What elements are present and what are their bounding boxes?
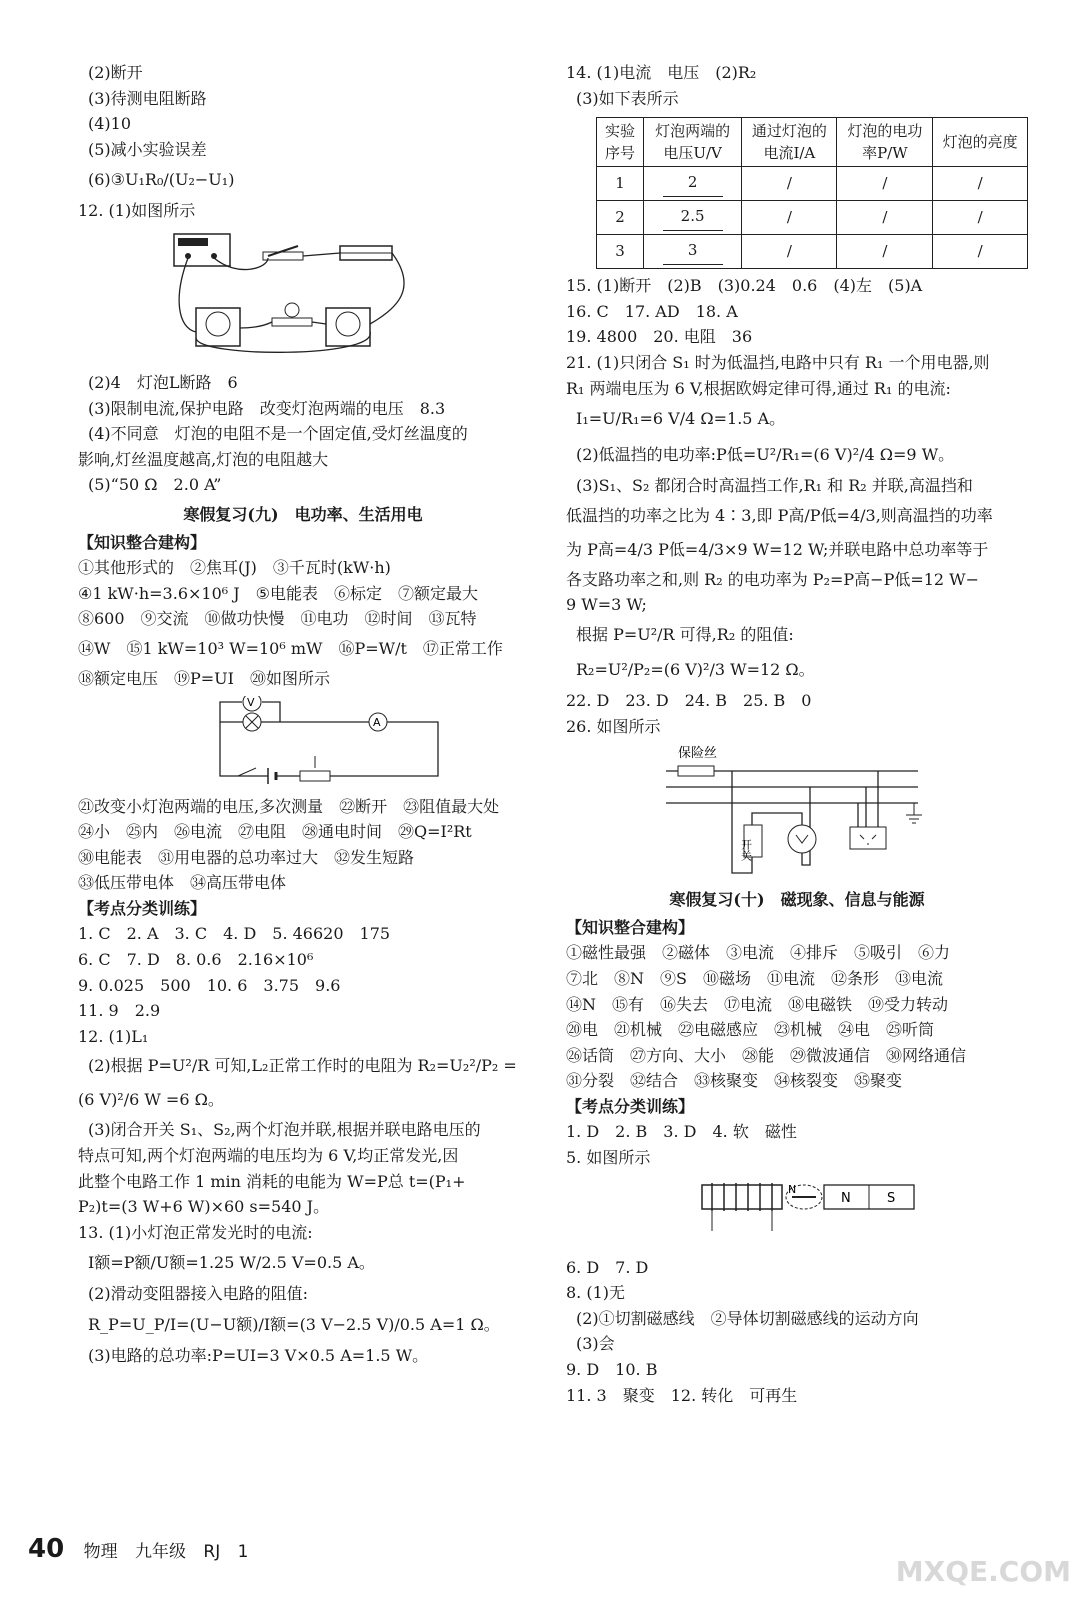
answer-line: (2)根据 P=U²/R 可知,L₂正常工作时的电阻为 R₂=U₂²/P₂ = — [88, 1056, 517, 1076]
circuit-figure — [78, 696, 528, 790]
answer-line: ①磁性最强 ②磁体 ③电流 ④排斥 ⑤吸引 ⑥力 — [566, 943, 951, 963]
circuit-diagram-20 — [78, 696, 528, 790]
magnet-s-label: S — [887, 1190, 896, 1206]
answer-line: (3)电路的总功率:P=UI=3 V×0.5 A=1.5 W。 — [88, 1346, 429, 1365]
underlined-value: 2.5 — [663, 204, 723, 231]
watermark: MXQE.COM — [895, 1555, 1071, 1588]
answer-line: ⑳电 ㉑机械 ㉒电磁感应 ㉓机械 ㉔电 ㉕听筒 — [566, 1020, 935, 1040]
table-cell: / — [837, 235, 933, 269]
answer-line: 各支路功率之和,则 R₂ 的电功率为 P₂=P高−P低=12 W− — [566, 569, 980, 589]
table-row — [597, 201, 1028, 235]
data-table — [596, 117, 1028, 269]
answer-line: 1. C 2. A 3. C 4. D 5. 46620 175 — [78, 924, 391, 944]
answer-line: (3)如下表所示 — [576, 88, 679, 108]
section-title: 寒假复习(九) 电功率、生活用电 — [183, 504, 423, 524]
underlined-value: 3 — [663, 238, 723, 265]
answer-line: (2)4 灯泡L断路 6 — [88, 372, 238, 392]
subsection-title: 【知识整合建构】 — [78, 532, 207, 552]
answer-line: I₁=U/R₁=6 V/4 Ω=1.5 A。 — [576, 409, 786, 429]
right-column — [566, 60, 1028, 1408]
page-number: 40 — [28, 1534, 65, 1564]
table-cell: 3 — [597, 235, 644, 269]
svg-text:V: V — [247, 695, 255, 709]
answer-line: P₂)t=(3 W+6 W)×60 s=540 J。 — [78, 1197, 330, 1217]
answer-line: 22. D 23. D 24. B 25. B 0 — [566, 690, 812, 710]
table-header: 实验 序号 — [597, 118, 644, 167]
answer-line: ⑧600 ⑨交流 ⑩做功快慢 ⑪电功 ⑫时间 ⑬瓦特 — [78, 609, 477, 629]
table-header: 灯泡的亮度 — [933, 118, 1028, 167]
answer-line: ㉖话筒 ㉗方向、大小 ㉘能 ㉙微波通信 ㉚网络通信 — [566, 1045, 967, 1065]
table-cell — [643, 235, 741, 269]
answer-line: 6. C 7. D 8. 0.6 2.16×10⁶ — [78, 950, 314, 970]
answer-line: ㉔小 ㉕内 ㉖电流 ㉗电阻 ㉘通电时间 ㉙Q=I²Rt — [78, 822, 472, 842]
answer-line: ④1 kW·h=3.6×10⁶ J ⑤电能表 ⑥标定 ⑦额定最大 — [78, 583, 479, 603]
answer-line: ㉛分裂 ㉜结合 ㉝核聚变 ㉞核裂变 ㉟聚变 — [566, 1071, 903, 1091]
switch-label: 开关 — [739, 839, 753, 862]
footer-edition: RJ — [203, 1542, 221, 1562]
answer-line: 低温挡的功率之比为 4∶3,即 P高/P低=4/3,则高温挡的功率 — [566, 505, 993, 525]
answer-line: (4)10 — [88, 114, 132, 134]
subsection-title: 【考点分类训练】 — [566, 1096, 695, 1116]
answer-line: 6. D 7. D — [566, 1257, 649, 1277]
answer-line: I额=P额/U额=1.25 W/2.5 V=0.5 A。 — [88, 1253, 375, 1273]
table-header: 灯泡的电功 率P/W — [837, 118, 933, 167]
table-row — [597, 167, 1028, 201]
answer-line: 9 W=3 W; — [566, 595, 647, 615]
table-cell: / — [837, 201, 933, 235]
underlined-value: 2 — [663, 170, 723, 197]
answer-line: 此整个电路工作 1 min 消耗的电能为 W=P总 t=(P₁+ — [78, 1171, 466, 1191]
subsection-title: 【知识整合建构】 — [566, 917, 695, 937]
answer-line: (4)不同意 灯泡的电阻不是一个固定值,受灯丝温度的 — [88, 424, 468, 444]
answer-line: 19. 4800 20. 电阻 36 — [566, 327, 753, 347]
table-cell: / — [742, 167, 837, 201]
answer-line: 11. 3 聚变 12. 转化 可再生 — [566, 1385, 798, 1405]
table-cell — [643, 201, 741, 235]
table-cell: / — [933, 167, 1028, 201]
table-header-row — [597, 118, 1028, 167]
answer-line: 14. (1)电流 电压 (2)R₂ — [566, 63, 757, 82]
answer-line: (2)滑动变阻器接入电路的阻值: — [88, 1284, 309, 1304]
answer-line: ⑭W ⑮1 kW=10³ W=10⁶ mW ⑯P=W/t ⑰正常工作 — [78, 638, 503, 658]
page-footer — [28, 1534, 260, 1564]
table-cell: / — [837, 167, 933, 201]
answer-line: (2)断开 — [88, 63, 143, 82]
table-header: 灯泡两端的 电压U/V — [643, 118, 741, 167]
answer-line: 为 P高=4/3 P低=4/3×9 W=12 W;并联电路中总功率等于 — [566, 539, 989, 559]
answer-line: 13. (1)小灯泡正常发光时的电流: — [78, 1222, 313, 1242]
electromagnet-diagram — [566, 1175, 1028, 1251]
answer-line: (5)“50 Ω 2.0 A” — [88, 475, 222, 495]
table-row — [597, 235, 1028, 269]
table-header: 通过灯泡的 电流I/A — [742, 118, 837, 167]
answer-line: ⑱额定电压 ⑲P=UI ⑳如图所示 — [78, 668, 330, 688]
answer-line: 9. D 10. B — [566, 1360, 658, 1380]
answer-line: (3)会 — [576, 1334, 615, 1354]
answer-line: 根据 P=U²/R 可得,R₂ 的阻值: — [576, 624, 794, 644]
answer-line: 特点可知,两个灯泡两端的电压均为 6 V,均正常发光,因 — [78, 1146, 459, 1166]
subsection-title: 【考点分类训练】 — [78, 898, 207, 918]
circuit-diagram-12 — [78, 228, 528, 366]
answer-line: (2)低温挡的电功率:P低=U²/R₁=(6 V)²/4 Ω=9 W。 — [576, 445, 955, 465]
answer-line: (6)③U₁R₀/(U₂−U₁) — [88, 170, 235, 190]
answer-line: 影响,灯丝温度越高,灯泡的电阻越大 — [78, 449, 329, 469]
section-title: 寒假复习(十) 磁现象、信息与能源 — [669, 890, 925, 910]
answer-line: (3)待测电阻断路 — [88, 88, 207, 108]
answer-line: 5. 如图所示 — [566, 1148, 651, 1168]
answer-line: ㉑改变小灯泡两端的电压,多次测量 ㉒断开 ㉓阻值最大处 — [78, 796, 500, 816]
table-cell: 2 — [597, 201, 644, 235]
svg-text:A: A — [373, 715, 381, 729]
needle-n-label: N — [788, 1182, 797, 1196]
answer-line: ①其他形式的 ②焦耳(J) ③千瓦时(kW·h) — [78, 558, 391, 578]
electromagnet-figure — [566, 1175, 1028, 1251]
answer-line: ㉚电能表 ㉛用电器的总功率过大 ㉜发生短路 — [78, 847, 415, 867]
table-cell: / — [742, 201, 837, 235]
table-cell: / — [933, 201, 1028, 235]
answer-line: 1. D 2. B 3. D 4. 软 磁性 — [566, 1122, 797, 1142]
magnet-n-label: N — [841, 1190, 851, 1206]
footer-volume: 1 — [237, 1542, 249, 1562]
answer-line: 21. (1)只闭合 S₁ 时为低温挡,电路中只有 R₁ 一个用电器,则 — [566, 352, 990, 372]
answer-line: 26. 如图所示 — [566, 716, 661, 736]
answer-line: 15. (1)断开 (2)B (3)0.24 0.6 (4)左 (5)A — [566, 276, 923, 296]
answer-line: ⑭N ⑮有 ⑯失去 ⑰电流 ⑱电磁铁 ⑲受力转动 — [566, 994, 949, 1014]
footer-grade: 九年级 — [135, 1542, 186, 1562]
answer-line: ⑦北 ⑧N ⑨S ⑩磁场 ⑪电流 ⑫条形 ⑬电流 — [566, 968, 943, 988]
table-cell: / — [742, 235, 837, 269]
answer-line: 11. 9 2.9 — [78, 1001, 161, 1021]
table-cell: / — [933, 235, 1028, 269]
answer-line: 16. C 17. AD 18. A — [566, 301, 738, 321]
answer-line: (3)S₁、S₂ 都闭合时高温挡工作,R₁ 和 R₂ 并联,高温挡和 — [576, 476, 973, 496]
household-circuit — [566, 743, 1028, 883]
answer-line: ㉝低压带电体 ㉞高压带电体 — [78, 873, 287, 893]
answer-line: 9. 0.025 500 10. 6 3.75 9.6 — [78, 975, 341, 995]
table-cell — [643, 167, 741, 201]
answer-line: (5)减小实验误差 — [88, 139, 207, 159]
answer-line: 8. (1)无 — [566, 1283, 626, 1303]
answer-line: 12. (1)如图所示 — [78, 201, 196, 221]
answer-line: (2)①切割磁感线 ②导体切割磁感线的运动方向 — [576, 1308, 919, 1328]
fuse-label: 保险丝 — [678, 746, 718, 762]
answer-line: (3)闭合开关 S₁、S₂,两个灯泡并联,根据并联电路电压的 — [88, 1120, 481, 1140]
answer-line: (3)限制电流,保护电路 改变灯泡两端的电压 8.3 — [88, 398, 446, 418]
table-cell: 1 — [597, 167, 644, 201]
answer-line: 12. (1)L₁ — [78, 1026, 149, 1046]
answer-line: (6 V)²/6 W =6 Ω。 — [78, 1090, 224, 1110]
left-column — [78, 60, 528, 1369]
household-circuit-diagram — [566, 743, 1028, 883]
circuit-figure — [78, 228, 528, 366]
footer-subject: 物理 — [83, 1542, 118, 1562]
answer-line: R₁ 两端电压为 6 V,根据欧姆定律可得,通过 R₁ 的电流: — [566, 378, 951, 398]
answer-line: R_P=U_P/I=(U−U额)/I额=(3 V−2.5 V)/0.5 A=1 Ω。 — [88, 1315, 500, 1334]
answer-line: R₂=U²/P₂=(6 V)²/3 W=12 Ω。 — [576, 659, 815, 679]
